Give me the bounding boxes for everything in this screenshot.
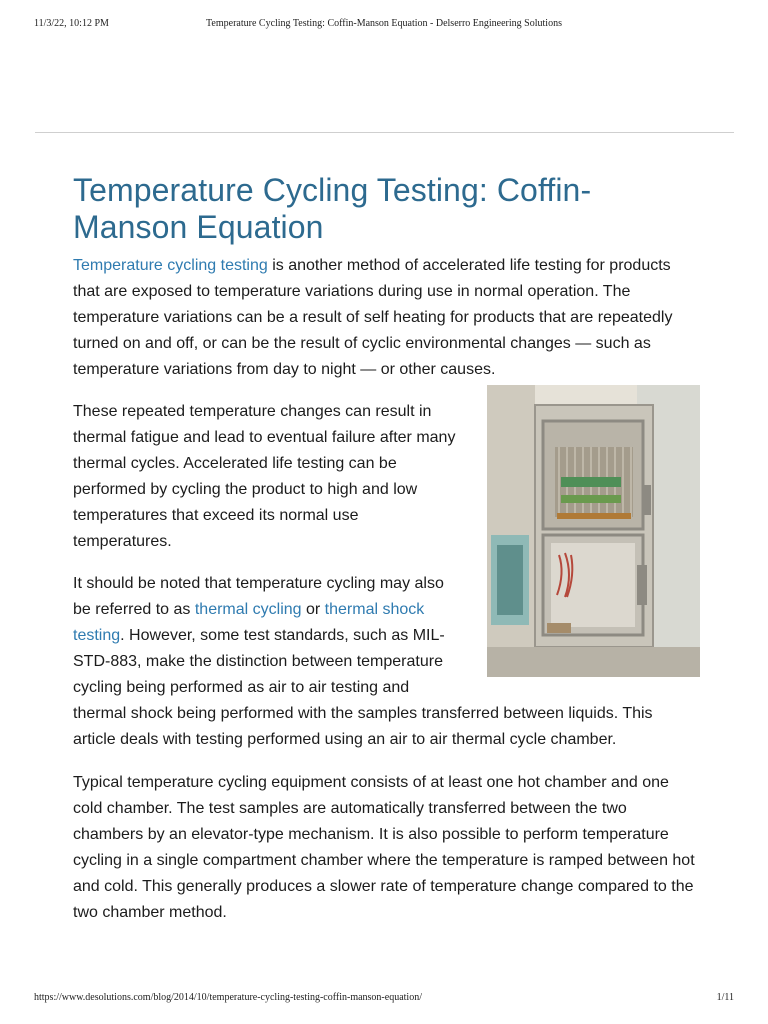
- page-indicator: 1/11: [716, 992, 734, 1003]
- article-title: Temperature Cycling Testing: Coffin-Manson Equation: [73, 172, 592, 245]
- thermal-chamber-photo: [487, 385, 700, 677]
- temperature-cycling-testing-link[interactable]: Temperature cycling testing: [73, 257, 268, 274]
- paragraph-thermal-fatigue: These repeated temperature changes can result in thermal fatigue and lead to eventual failure after many thermal cycles. Accelerated life testing can be performed by cycling the product to high and low temperatures that exceed its normal use temperatures.: [73, 403, 456, 550]
- chamber-illustration: [487, 385, 700, 677]
- terminology-text-b: or: [301, 601, 325, 618]
- terminology-text-a: It should be noted that temperature cycling may also be referred to as: [73, 575, 444, 618]
- print-page-title: Temperature Cycling Testing: Coffin-Manson Equation - Delserro Engineering Solutions: [206, 18, 562, 29]
- intro-text: is another method of accelerated life testing for products that are exposed to temperature variations during use in normal operation. The temperature variations can be a result of self heating for products that are repeatedly turned on and off, or can be the result of cyclic environmental changes — such as temperature variations from day to night — or other causes.: [73, 257, 673, 378]
- divider: [35, 132, 734, 133]
- article: [73, 172, 698, 926]
- print-url: https://www.desolutions.com/blog/2014/10/temperature-cycling-testing-coffin-manson-equation/: [34, 992, 422, 1003]
- print-header: [0, 18, 768, 32]
- terminology-text-c: . However, some test standards, such as MIL-STD-883, make the distinction between temperature cycling being performed as air to air testing and thermal shock being performed with the samples transferred between liquids. This article deals with testing performed using an air to air thermal cycle chamber.: [73, 627, 653, 748]
- paragraph-equipment: Typical temperature cycling equipment consists of at least one hot chamber and one cold chamber. The test samples are automatically transferred between the two chambers by an elevator-type mechanism. It is also possible to perform temperature cycling in a single compartment chamber where the temperature is ramped between hot and cold. This generally produces a slower rate of temperature change compared to the two chamber method.: [73, 774, 695, 921]
- intro-paragraph: [73, 253, 698, 383]
- thermal-cycling-link[interactable]: thermal cycling: [194, 601, 302, 618]
- print-footer: [0, 992, 768, 1006]
- print-datetime: 11/3/22, 10:12 PM: [34, 18, 109, 29]
- thermal-shock-testing-link[interactable]: thermal shock testing: [73, 601, 425, 644]
